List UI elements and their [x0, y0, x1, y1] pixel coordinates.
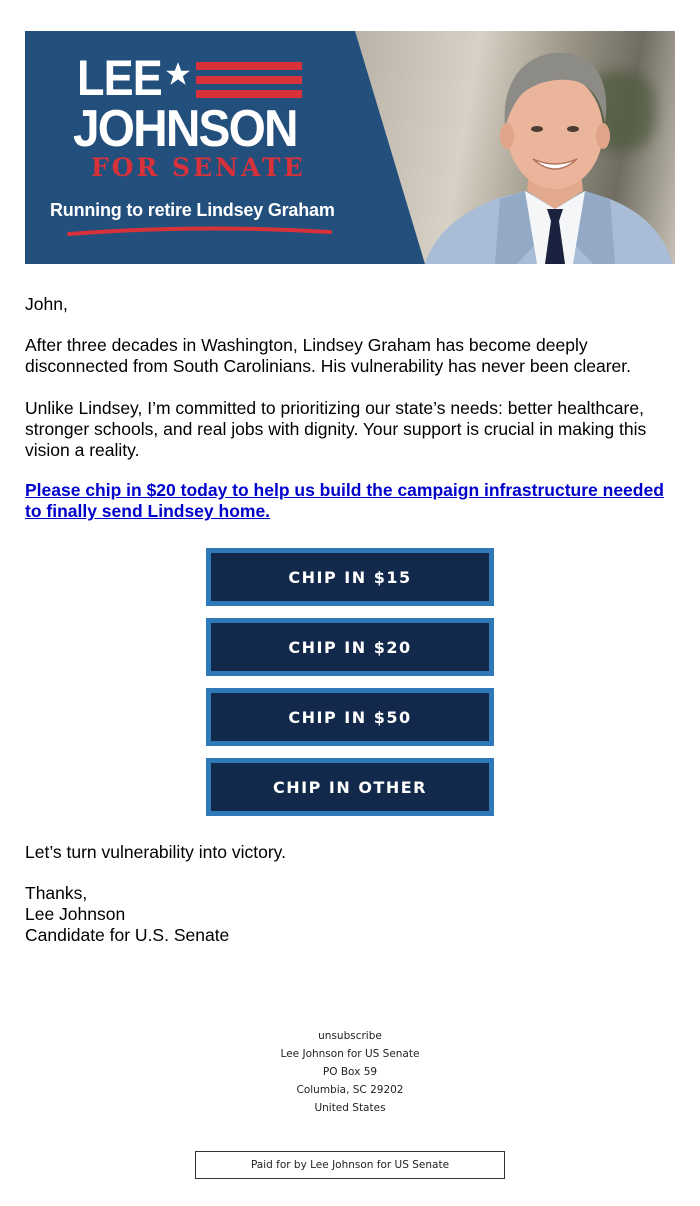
footer-address: [0, 1045, 700, 1117]
footer-org: Lee Johnson for US Senate: [280, 1048, 420, 1060]
logo-for-senate-text: FOR SENATE: [91, 153, 306, 182]
body-paragraph-1: After three decades in Washington, Lindsey Graham has become deeply disconnected from South Carolinians. His vulnerability has never been clearer.: [25, 335, 632, 376]
signature: [25, 883, 229, 946]
chip-in-other-button[interactable]: CHIP IN OTHER: [206, 758, 494, 816]
chip-in-20-button[interactable]: CHIP IN $20: [206, 618, 494, 676]
logo-lee-text: LEE: [77, 50, 162, 106]
paid-for-disclaimer: Paid for by Lee Johnson for US Senate: [195, 1151, 505, 1179]
logo-johnson-text: JOHNSON: [73, 100, 297, 158]
logo-stripes: [196, 62, 302, 104]
tagline-underline: [67, 224, 332, 238]
unsubscribe-link[interactable]: unsubscribe: [318, 1030, 382, 1042]
body-paragraph-2: Unlike Lindsey, I’m committed to prioritizing our state’s needs: better healthcare, stronger schools, and real jobs with dignity. Your support is crucial in making this vision a reality.: [25, 398, 647, 460]
candidate-portrait: [405, 31, 675, 264]
star-icon: [165, 61, 191, 87]
chip-in-50-button[interactable]: CHIP IN $50: [206, 688, 494, 746]
footer-city: Columbia, SC 29202: [296, 1084, 404, 1096]
footer-country: United States: [314, 1102, 386, 1114]
signoff-name: Lee Johnson: [25, 904, 126, 924]
chip-in-15-button[interactable]: CHIP IN $15: [206, 548, 494, 606]
header-banner: [25, 31, 675, 264]
signoff-title: Candidate for U.S. Senate: [25, 925, 230, 945]
salutation: John,: [25, 294, 68, 314]
donate-cta-link[interactable]: Please chip in $20 today to help us build the campaign infrastructure needed to finally send Lindsey home.: [25, 480, 664, 521]
banner-tagline: Running to retire Lindsey Graham: [50, 200, 335, 220]
signoff-thanks: Thanks,: [25, 883, 88, 903]
footer-po-box: PO Box 59: [322, 1066, 378, 1078]
closing-line: Let’s turn vulnerability into victory.: [25, 842, 286, 862]
